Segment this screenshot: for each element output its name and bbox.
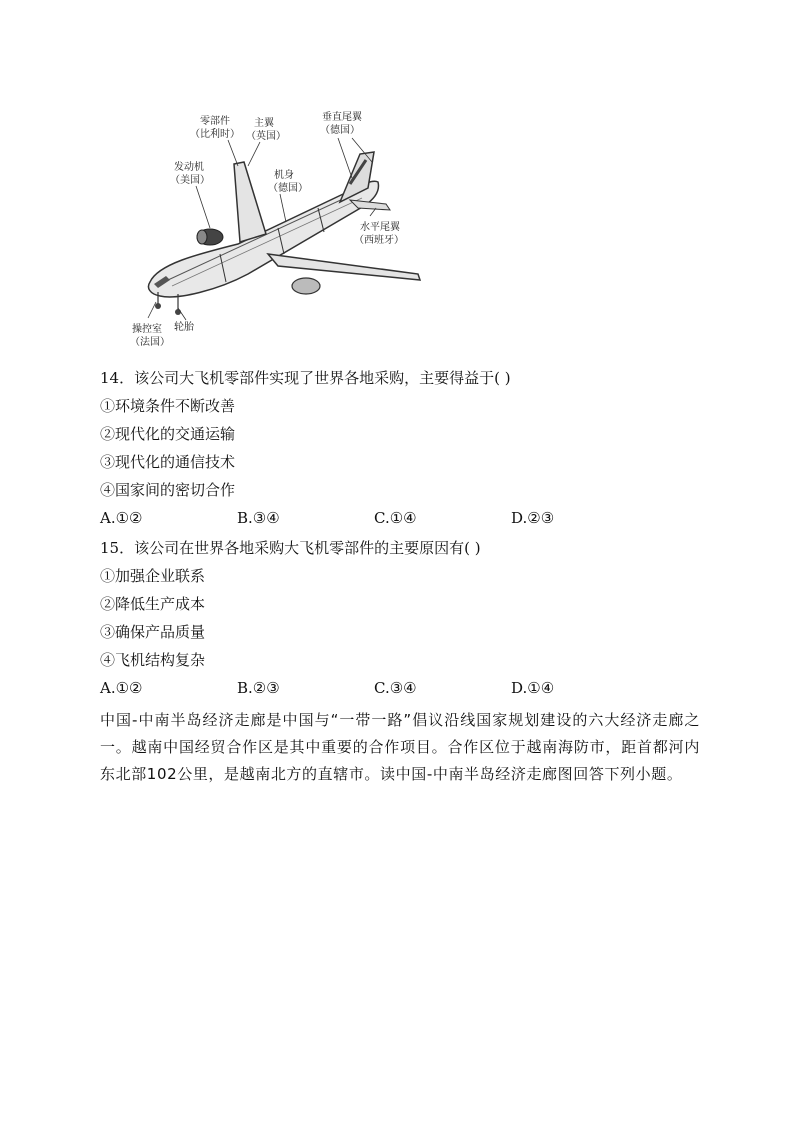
- fuselage-origin-label: （德国）: [268, 183, 308, 194]
- q15-item-3: ③确保产品质量: [100, 623, 206, 641]
- main-wing-shape: [234, 162, 266, 242]
- q15-option-d: D.①④: [511, 679, 555, 697]
- main-wing-label: 主翼: [254, 118, 274, 129]
- q14-option-b: B.③④: [237, 509, 280, 527]
- q15-stem: 15．该公司在世界各地采购大飞机零部件的主要原因有( ): [100, 539, 481, 557]
- q15-item-4: ④飞机结构复杂: [100, 651, 206, 669]
- engine-label: 发动机: [174, 162, 204, 173]
- q15-option-b: B.②③: [237, 679, 280, 697]
- airplane-illustration: [128, 104, 438, 352]
- fuselage-label: 机身: [274, 170, 294, 181]
- airplane-parts-figure: [128, 104, 438, 352]
- q14-option-a: A.①②: [100, 509, 143, 527]
- q14-item-2: ②现代化的交通运输: [100, 425, 236, 443]
- main-wing-origin-label: （英国）: [246, 131, 286, 142]
- q15-item-1: ①加强企业联系: [100, 567, 206, 585]
- vertical-tail-origin-label: （德国）: [320, 125, 360, 136]
- passage-text: 中国-中南半岛经济走廊是中国与“一带一路”倡议沿线国家规划建设的六大经济走廊之一。越南中国经贸合作区是其中重要的合作项目。合作区位于越南海防市，距首都河内东北部102公里，是越南北方的直辖市。读中国-中南半岛经济走廊图回答下列小题。: [100, 711, 700, 783]
- engine-origin-label: （美国）: [170, 175, 210, 186]
- parts-origin-label: （比利时）: [190, 129, 240, 140]
- q15-option-c: C.③④: [374, 679, 417, 697]
- q14-item-3: ③现代化的通信技术: [100, 453, 236, 471]
- horizontal-tail-label: 水平尾翼: [360, 222, 400, 233]
- detached-engine-shape: [197, 229, 223, 245]
- cockpit-label: 操控室: [132, 324, 162, 335]
- vertical-tail-label: 垂直尾翼: [322, 112, 362, 123]
- q15-item-2: ②降低生产成本: [100, 595, 206, 613]
- horizontal-tail-origin-label: （西班牙）: [354, 235, 404, 246]
- q14-item-4: ④国家间的密切合作: [100, 481, 236, 499]
- q14-stem: 14．该公司大飞机零部件实现了世界各地采购，主要得益于( ): [100, 369, 511, 387]
- q14-item-1: ①环境条件不断改善: [100, 397, 236, 415]
- cockpit-origin-label: （法国）: [130, 337, 170, 348]
- q14-option-d: D.②③: [511, 509, 555, 527]
- q15-option-a: A.①②: [100, 679, 143, 697]
- parts-label: 零部件: [200, 116, 230, 127]
- q14-option-c: C.①④: [374, 509, 417, 527]
- tire-label: 轮胎: [174, 322, 194, 333]
